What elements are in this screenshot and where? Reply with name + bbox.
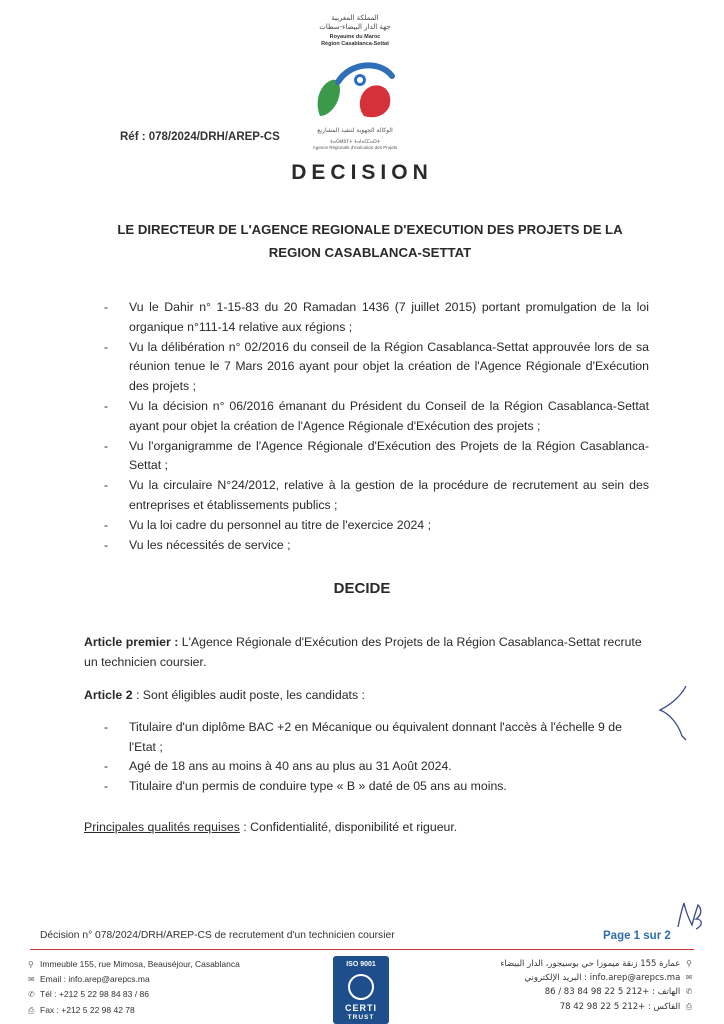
conditions-list xyxy=(104,718,649,796)
agency-name-tifinagh-french xyxy=(292,139,418,151)
condition-item: - Titulaire d'un permis de conduire type « B » daté de 05 ans au moins. xyxy=(104,777,649,797)
footer-decision-reference: Décision n° 078/2024/DRH/AREP-CS de recrutement d'un technicien coursier xyxy=(40,930,395,941)
region-french: Région Casablanca-Settat xyxy=(321,41,389,47)
article-2-label: Article 2 xyxy=(84,688,133,702)
consideration-item: - Vu les nécessités de service ; xyxy=(104,536,649,556)
phone-icon: ✆ xyxy=(28,990,35,1000)
fax-arabic: الفاكس : +212 5 22 98 42 78 xyxy=(559,1001,681,1012)
kingdom-arabic: المملكة المغربية xyxy=(331,14,379,22)
consideration-item: - Vu la décision n° 06/2016 émanant du Président du Conseil de la Région Casablanca-Settat ayant pour objet la création de l'Agence Régionale d'Exécution des projets ; xyxy=(104,397,649,436)
location-pin-icon: ⚲ xyxy=(28,960,34,969)
logo-white-dot xyxy=(357,77,363,83)
document-subtitle xyxy=(80,218,660,264)
agency-name-tifinagh: ⵜⴰⵙⵍⵓⵢⵜ ⵜⴰⵏⴰⵎⵎⴰⵙⵜ xyxy=(329,139,381,144)
agency-name-arabic: الوكالة الجهوية لتنفيذ المشاريع xyxy=(317,127,393,134)
agency-name-french: Agence Régionale d'exécution des Projets xyxy=(312,145,398,150)
subtitle-line-1: LE DIRECTEUR DE L'AGENCE REGIONALE D'EXECUTION DES PROJETS DE LA xyxy=(117,222,623,237)
certification-seal-icon xyxy=(348,974,374,1000)
phone-icon: ✆ xyxy=(685,987,693,997)
required-qualities xyxy=(84,820,457,834)
qualities-text: : Confidentialité, disponibilité et rigueur. xyxy=(239,820,458,834)
article-premier-label: Article premier : xyxy=(84,635,179,649)
article-2 xyxy=(84,685,649,705)
consideration-item: - Vu l'organigramme de l'Agence Régionale d'Exécution des Projets de la Région Casablanca-Settat ; xyxy=(104,437,649,476)
contact-arabic xyxy=(460,957,695,1014)
condition-item: - Agé de 18 ans au moins à 40 ans au plus au 31 Août 2024. xyxy=(104,757,649,777)
header-arabic xyxy=(300,14,410,32)
address-arabic: عمارة 155 زنقة ميموزا حي بوسيجور، الدار البيضاء xyxy=(500,959,681,969)
email-icon: ✉ xyxy=(28,975,35,985)
considerations-list xyxy=(104,298,649,556)
email-icon: ✉ xyxy=(685,973,693,983)
condition-item: - Titulaire d'un diplôme BAC +2 en Mécanique ou équivalent donnant l'accès à l'échelle 9 de l'Etat ; xyxy=(104,718,649,757)
kingdom-french: Royaume du Maroc xyxy=(329,34,381,40)
email-arabic: البريد الإلكتروني : info.arep@arepcs.ma xyxy=(524,973,681,984)
cert-label-2: TRUST xyxy=(347,1014,375,1021)
fax-icon: ⎙ xyxy=(685,1001,693,1011)
page-number: Page 1 sur 2 xyxy=(603,930,671,942)
article-2-text: : Sont éligibles audit poste, les candidats : xyxy=(132,688,365,702)
article-premier-text: L'Agence Régionale d'Exécution des Projets de la Région Casablanca-Settat recrute un technicien coursier. xyxy=(84,635,642,669)
logo-red-shape xyxy=(360,85,390,117)
fax-icon: ⎙ xyxy=(28,1005,35,1015)
consideration-item: - Vu la loi cadre du personnel au titre de l'exercice 2024 ; xyxy=(104,516,649,536)
decide-heading: DECIDE xyxy=(333,580,391,597)
consideration-item: - Vu le Dahir n° 1-15-83 du 20 Ramadan 1436 (7 juillet 2015) portant promulgation de la loi organique n°111-14 relative aux régions ; xyxy=(104,298,649,337)
handwritten-initials xyxy=(672,895,708,935)
address-french: Immeuble 155, rue Mimosa, Beauséjour, Casablanca xyxy=(40,959,240,969)
cert-label: CERTI xyxy=(345,1003,377,1013)
iso-label: ISO 9001 xyxy=(346,961,376,968)
phone-arabic: الهاتف : +212 5 22 98 84 83 / 86 xyxy=(544,987,681,998)
phone-french: Tél : +212 5 22 98 84 83 / 86 xyxy=(40,989,149,1000)
consideration-item: - Vu la délibération n° 02/2016 du conseil de la Région Casablanca-Settat approuvée lors de sa réunion tenue le 7 Mars 2016 ayant pour objet la création de l'Agence Régionale d'Exécution des projets ; xyxy=(104,338,649,397)
reference-number: Réf : 078/2024/DRH/AREP-CS xyxy=(120,131,280,143)
fax-french: Fax : +212 5 22 98 42 78 xyxy=(40,1004,135,1015)
location-pin-icon: ⚲ xyxy=(686,959,692,968)
agency-logo xyxy=(310,56,402,126)
footer-divider xyxy=(30,949,694,950)
document-title: DECISION xyxy=(291,161,433,184)
contact-french xyxy=(28,957,288,1018)
article-premier xyxy=(84,632,649,672)
header-french xyxy=(300,34,410,48)
qualities-label: Principales qualités requises xyxy=(84,820,240,834)
region-arabic: جهة الدار البيضاء-سطات xyxy=(319,23,391,31)
consideration-item: - Vu la circulaire N°24/2012, relative à la gestion de la procédure de recrutement au sein des entreprises et établissements publics ; xyxy=(104,476,649,515)
email-french: Email : info.arep@arepcs.ma xyxy=(40,974,150,985)
subtitle-line-2: REGION CASABLANCA-SETTAT xyxy=(268,245,472,260)
logo-green-shape xyxy=(318,80,340,116)
handwritten-mark xyxy=(652,680,702,750)
